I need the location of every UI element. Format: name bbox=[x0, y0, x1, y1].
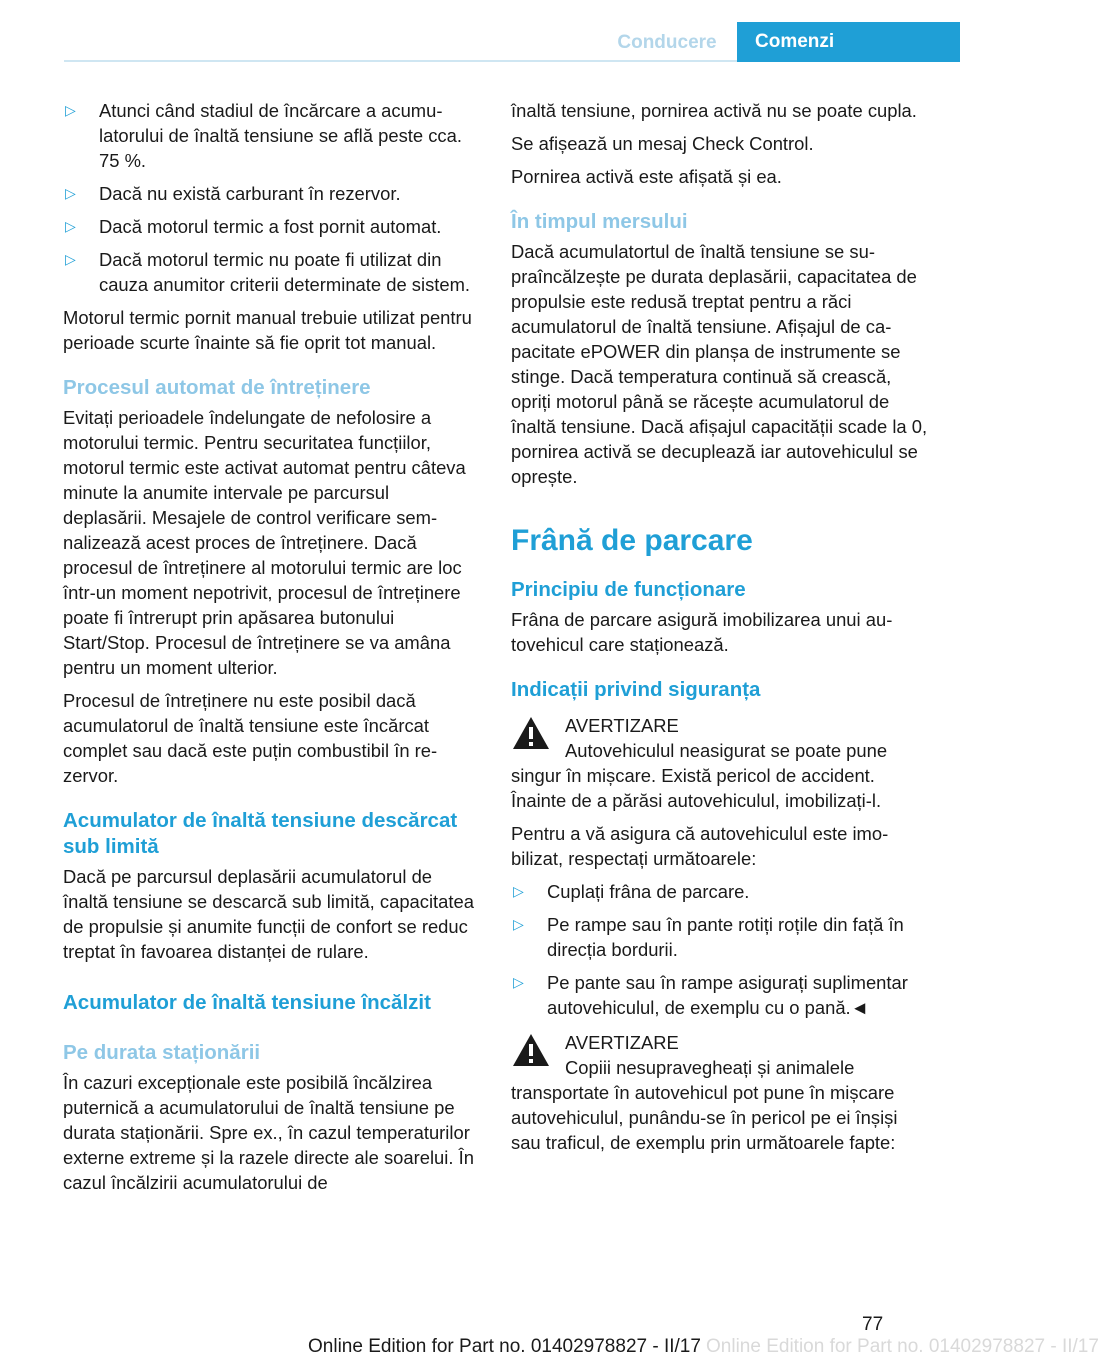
warning-triangle-icon bbox=[511, 1032, 551, 1068]
list-item: ▷ Pe pante sau în rampe asigurați suplimentar autovehiculul, de exemplu cu o pană.◄ bbox=[513, 972, 908, 1018]
paragraph-principle: Frâna de parcare asigură imobilizarea unui autovehicul care staționează. bbox=[511, 609, 893, 655]
warning-first-line: Autovehiculul neasigurat se poate pune bbox=[565, 740, 888, 761]
page-number: 77 bbox=[862, 1314, 884, 1335]
list-item: ▷ Dacă motorul termic nu poate fi utilizat din cauza anumitor criterii determinate de sistem. bbox=[65, 249, 471, 295]
warning-block bbox=[511, 713, 931, 813]
list-item: ▷ Dacă nu există carburant în rezervor. bbox=[65, 183, 401, 204]
warning-first-line: Copiii nesupravegheați și animalele bbox=[565, 1057, 855, 1078]
section-tab-comenzi[interactable]: Comenzi bbox=[737, 22, 960, 62]
paragraph-active-start: Pornirea activă este afișată și ea. bbox=[511, 166, 782, 187]
warning-text: transportate în autovehicul pot pune în mișcare autovehiculul, punându-se în pericol pe ei înșiși sau traficul, de exemplu prin următoarele fapte: bbox=[511, 1082, 898, 1153]
paragraph-ensure: Pentru a vă asigura că autovehiculul este imobilizat, respectați următoarele: bbox=[511, 823, 889, 869]
heading-driving: În timpul mersului bbox=[511, 210, 688, 233]
paragraph-manual-start: Motorul termic pornit manual trebuie utilizat pentru perioade scurte înainte să fie oprit tot manual. bbox=[63, 307, 472, 353]
heading-heated: Acumulator de înaltă tensiune încălzit bbox=[63, 991, 431, 1014]
heading-parking: Pe durata staționării bbox=[63, 1041, 261, 1064]
list-item: ▷ Cuplați frâna de parcare. bbox=[513, 881, 750, 902]
right-column bbox=[511, 98, 931, 1163]
edition-footer: Online Edition for Part no. 01402978827 - II/17 bbox=[308, 1336, 701, 1357]
heading-maintenance: Procesul automat de întreținere bbox=[63, 376, 371, 399]
heading-discharged: Acumulator de înaltă tensiune descărcat sub limită bbox=[63, 809, 458, 858]
list-item: ▷ Pe rampe sau în pante rotiți roțile din față în direcția bordurii. bbox=[513, 914, 904, 960]
paragraph-maintenance-1: Evitați perioadele îndelungate de nefolosire a motorului termic. Pentru securitatea funcțiilor, motorul termic este activat automat pentru câteva minute la anumite intervale pe parcursul deplasării. Mesajele de control verificare semnalizează acest proces de întreținere. Dacă procesul de întreținere al motorului termic are loc într-un moment nepotrivit, procesul de întreținere poate fi întrerupt prin apăsarea butonului Start/Stop. Procesul de întreținere se va amâna pentru un moment ulterior. bbox=[63, 407, 466, 678]
warning-triangle-icon bbox=[511, 715, 551, 751]
triangle-bullet-icon: ▷ bbox=[513, 916, 524, 932]
section-tab-conducere[interactable]: Conducere bbox=[617, 32, 717, 53]
triangle-bullet-icon: ▷ bbox=[513, 974, 524, 990]
heading-principle: Principiu de funcționare bbox=[511, 578, 746, 601]
triangle-bullet-icon: ▷ bbox=[65, 102, 76, 118]
paragraph-discharged: Dacă pe parcursul deplasării acumulatorul de înaltă tensiune se descarcă sub limită, capacitatea de propulsie și anumite funcții de confort se reduc treptat în favoarea distanței de rulare. bbox=[63, 866, 474, 962]
list-item: ▷ Dacă motorul termic a fost pornit automat. bbox=[65, 216, 442, 237]
warning-text: singur în mișcare. Există pericol de accident. Înainte de a părăsi autovehiculul, imobilizați-l. bbox=[511, 765, 882, 811]
warning-block bbox=[511, 1030, 931, 1155]
triangle-bullet-icon: ▷ bbox=[65, 218, 76, 234]
triangle-bullet-icon: ▷ bbox=[65, 185, 76, 201]
heading-parking-brake: Frână de parcare bbox=[511, 524, 753, 557]
paragraph-parking: În cazuri excepționale este posibilă încălzirea puternică a acumulatorului de înaltă tensiune pe durata staționării. Spre ex., în cazul temperaturilor externe extreme și la razele directe ale soarelui. În cazul încălzirii acumulatorului de bbox=[63, 1072, 474, 1193]
left-column bbox=[63, 98, 477, 1203]
heading-safety: Indicații privind siguranța bbox=[511, 678, 761, 701]
triangle-bullet-icon: ▷ bbox=[513, 883, 524, 899]
paragraph-continued: înaltă tensiune, pornirea activă nu se poate cupla. bbox=[511, 100, 917, 121]
warning-label: AVERTIZARE bbox=[565, 715, 679, 736]
watermark-text: Online Edition for Part no. 01402978827 - II/17 bbox=[706, 1336, 1099, 1357]
paragraph-check-control: Se afișează un mesaj Check Control. bbox=[511, 133, 814, 154]
paragraph-maintenance-2: Procesul de întreținere nu este posibil dacă acumulatorul de înaltă tensiune este încărcat complet sau dacă este puțin combustibil în rezervor. bbox=[63, 690, 438, 786]
warning-label: AVERTIZARE bbox=[565, 1032, 679, 1053]
list-item: ▷ Atunci când stadiul de încărcare a acumulatorului de înaltă tensiune se află peste cca. 75 %. bbox=[65, 100, 462, 171]
triangle-bullet-icon: ▷ bbox=[65, 251, 76, 267]
paragraph-driving: Dacă acumulatortul de înaltă tensiune se supraîncălzește pe durata deplasării, capacitatea de propulsie este redusă treptat pentru a răci acumulatorul de înaltă tensiune. Afișajul de capacitate ePOWER din planșa de instrumente se stinge. Dacă temperatura continuă să crească, opriți motorul până se răcește acumulatorul de înaltă tensiune. Dacă afișajul capacității scade la 0, pornirea activă se decuplează iar autovehiculul se oprește. bbox=[511, 241, 928, 487]
